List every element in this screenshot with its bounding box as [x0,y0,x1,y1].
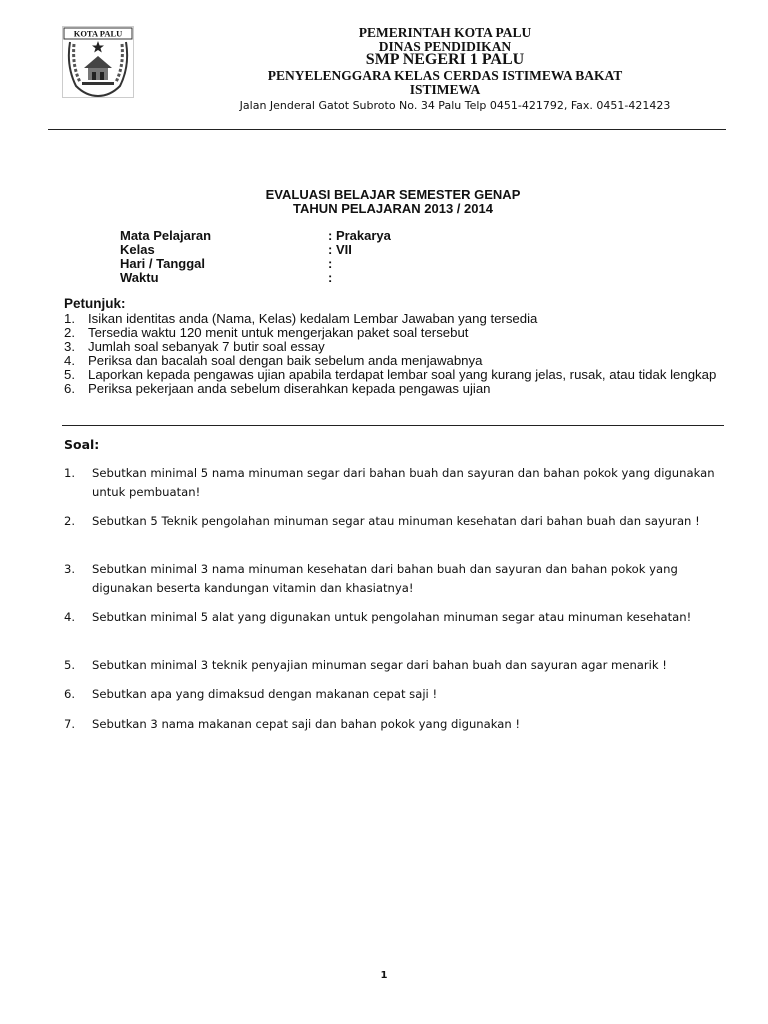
header-department: DINAS PENDIDIKAN [378,39,512,54]
info-value: : [328,256,333,271]
question-number: 5. [64,658,76,672]
info-label: Mata Pelajaran [120,228,212,243]
question-text: Sebutkan 3 nama makanan cepat saji dan bahan pokok yang digunakan ! [92,717,521,731]
question-text: Sebutkan minimal 3 teknik penyajian minuman segar dari bahan buah dan sayuran agar menarik ! [92,658,667,672]
question-text: Sebutkan minimal 5 alat yang digunakan untuk pengolahan minuman segar atau minuman kesehatan! [92,610,692,624]
instruction-text: Jumlah soal sebanyak 7 butir soal essay [88,339,325,354]
question-text: Sebutkan minimal 5 nama minuman segar dari bahan buah dan sayuran dan bahan pokok yang digunakan untuk pembuatan! [92,466,715,499]
info-label: Kelas [120,242,155,257]
info-value: : Prakarya [328,228,391,243]
instructions-list [64,312,729,396]
info-label: Waktu [120,270,159,285]
question-number: 4. [64,610,76,624]
question-number: 1. [64,466,76,480]
instruction-number: 5. [64,367,75,382]
instruction-item [64,368,729,382]
instruction-text: Periksa pekerjaan anda sebelum diserahkan kepada pengawas ujian [88,381,491,396]
questions-heading: Soal: [64,437,100,452]
instruction-item [64,340,729,354]
instructions-heading: Petunjuk: [64,296,126,311]
section-divider [62,425,724,426]
question-number: 3. [64,562,76,576]
question-text: Sebutkan apa yang dimaksud dengan makanan cepat saji ! [92,687,438,701]
instruction-text: Laporkan kepada pengawas ujian apabila terdapat lembar soal yang kurang jelas, rusak, atau tidak lengkap [88,367,717,382]
instruction-number: 3. [64,339,75,354]
info-value: : VII [328,242,352,257]
exam-year: TAHUN PELAJARAN 2013 / 2014 [293,201,493,216]
header-program-cont: ISTIMEWA [409,82,481,97]
page-number: 1 [380,970,388,981]
question-number: 2. [64,514,76,528]
header-program: PENYELENGGARA KELAS CERDAS ISTIMEWA BAKAT [267,68,623,83]
question-text: Sebutkan 5 Teknik pengolahan minuman segar atau minuman kesehatan dari bahan buah dan sayuran ! [92,514,700,528]
header-divider [48,129,726,130]
logo-text: KOTA PALU [73,28,123,39]
header-school-name: SMP NEGERI 1 PALU [365,51,525,68]
instruction-number: 2. [64,325,75,340]
instruction-item [64,326,729,340]
info-label: Hari / Tanggal [120,256,205,271]
instruction-item [64,354,729,368]
instruction-text: Isikan identitas anda (Nama, Kelas) kedalam Lembar Jawaban yang tersedia [88,311,538,326]
instruction-text: Periksa dan bacalah soal dengan baik sebelum anda menjawabnya [88,353,483,368]
instruction-item [64,312,729,326]
exam-title: EVALUASI BELAJAR SEMESTER GENAP [265,187,521,202]
instruction-number: 6. [64,381,75,396]
header-government: PEMERINTAH KOTA PALU [358,25,532,40]
instruction-number: 4. [64,353,75,368]
header-address: Jalan Jenderal Gatot Subroto No. 34 Palu Telp 0451-421792, Fax. 0451-421423 [239,99,671,112]
instruction-number: 1. [64,311,75,326]
kota-palu-emblem [62,26,134,98]
question-text: Sebutkan minimal 3 nama minuman kesehatan dari bahan buah dan sayuran dan bahan pokok yang digunakan beserta kandungan vitamin dan khasiatnya! [92,562,678,595]
info-value: : [328,270,333,285]
instruction-text: Tersedia waktu 120 menit untuk mengerjakan paket soal tersebut [88,325,469,340]
question-number: 7. [64,717,76,731]
instruction-item [64,382,729,396]
question-number: 6. [64,687,76,701]
